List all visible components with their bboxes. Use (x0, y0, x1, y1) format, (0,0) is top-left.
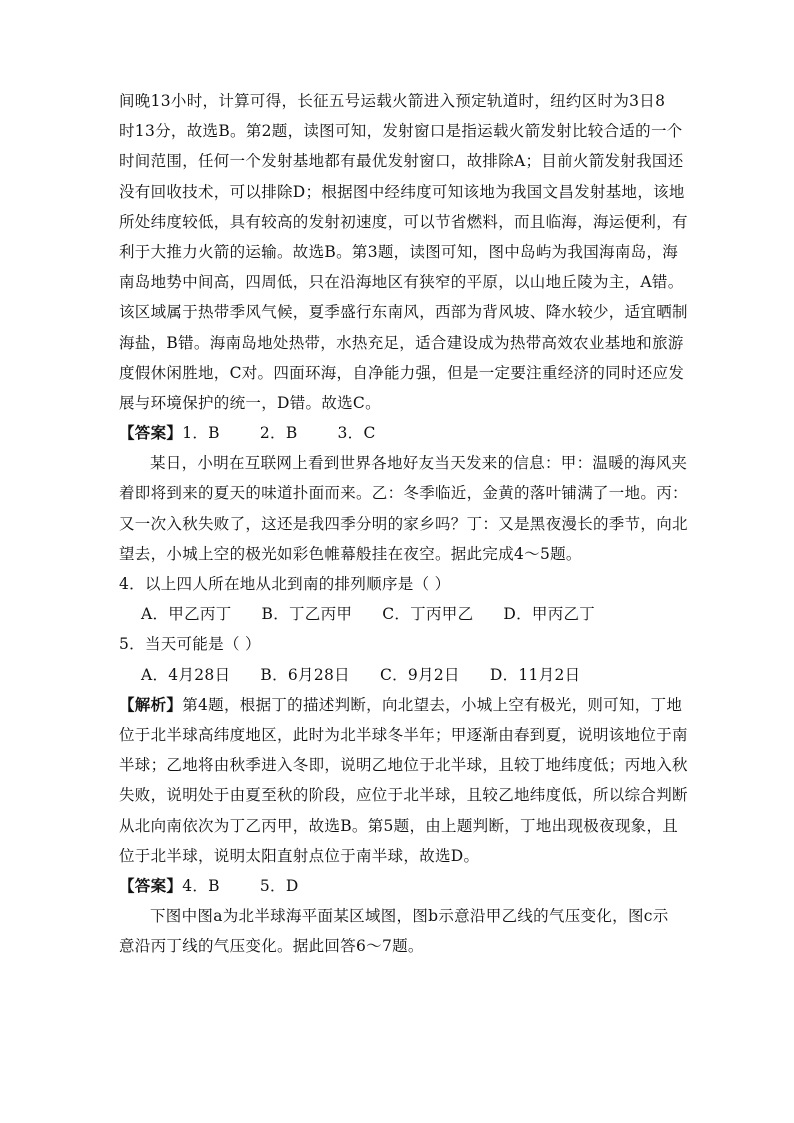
text-line: 没有回收技术，可以排除D；根据图中经纬度可知该地为我国文昌发射基地，该地 (119, 182, 685, 201)
question-stem (119, 448, 688, 569)
text-line: 南岛地势中间高，四周低，只在沿海地区有狭窄的平原，以山地丘陵为主，A错。 (119, 273, 684, 292)
option-c: C．9月2日 (379, 665, 460, 684)
question-4: 4．以上四人所在地从北到南的排列顺序是（ ） (119, 575, 451, 593)
option-b: B．6月28日 (260, 665, 350, 684)
text-line: 时13分，故选B。第2题，读图可知，发射窗口是指运载火箭发射比较合适的一个 (119, 122, 683, 141)
option-d: D．甲丙乙丁 (503, 605, 596, 624)
text-line: 意沿丙丁线的气压变化。据此回答6～7题。 (119, 937, 424, 956)
text-line: 展与环境保护的统一，D错。故选C。 (119, 393, 381, 412)
option-c: C．丁丙甲乙 (382, 605, 474, 624)
text-line: 位于北半球，说明太阳直射点位于南半球，故选D。 (119, 846, 480, 865)
text-line: 间晚13小时，计算可得，长征五号运载火箭进入预定轨道时，纽约区时为3日8 (119, 92, 666, 110)
next-intro (119, 901, 679, 961)
option-a: A．甲乙丙丁 (141, 605, 232, 624)
text-line: 度假休闲胜地，C对。四面环海，自净能力强，但是一定要注重经济的同时还应发 (119, 363, 685, 382)
answer-item: 1．B (182, 424, 220, 443)
answer-item: 3．C (337, 424, 376, 443)
text-line: 失败，说明处于由夏至秋的阶段，应位于北半球，且较乙地纬度低，所以综合判断 (119, 786, 688, 805)
analysis-continued (119, 86, 688, 418)
text-line: 半球；乙地将由秋季进入冬即，说明乙地位于北半球，且较丁地纬度低；丙地入秋 (119, 756, 688, 775)
answer-item: 4．B (182, 876, 220, 895)
document-page (119, 86, 688, 961)
text-line: 着即将到来的夏天的味道扑面而来。乙：冬季临近，金黄的落叶铺满了一地。丙： (119, 484, 688, 503)
option-a: A．4月28日 (141, 665, 231, 684)
answer-tag: 【答案】 (119, 875, 183, 895)
answer-line-2 (119, 871, 679, 901)
text-line: 所处纬度较低，具有较高的发射初速度，可以节省燃料，而且临海，海运便利，有 (119, 212, 688, 231)
answer-line-1 (119, 418, 679, 448)
answer-item: 2．B (259, 424, 298, 443)
text-line: 利于大推力火箭的运输。故选B。第3题，读图可知，图中岛屿为我国海南岛，海 (119, 242, 679, 261)
text-line: 又一次入秋失败了，这还是我四季分明的家乡吗？丁：又是黑夜漫长的季节，向北 (119, 514, 688, 533)
analysis-first-line (119, 690, 683, 720)
text-line: 海盐，B错。海南岛地处热带，水热充足，适合建设成为热带高效农业基地和旅游 (119, 333, 684, 352)
answer-item: 5．D (259, 876, 299, 895)
option-b: B．丁乙丙甲 (261, 605, 353, 624)
question-4-options (119, 599, 679, 629)
question-5: 5．当天可能是（ ） (119, 635, 261, 654)
question-5-options (119, 660, 679, 690)
text-line: 望去，小城上空的极光如彩色帷幕般挂在夜空。据此完成4～5题。 (119, 544, 582, 563)
text-line: 时间范围，任何一个发射基地都有最优发射窗口，故排除A；目前火箭发射我国还 (119, 152, 684, 171)
analysis-block (119, 690, 688, 871)
text-line: 位于北半球高纬度地区，此时为北半球冬半年；甲逐渐由春到夏，说明该地位于南 (119, 725, 688, 744)
text-line: 从北向南依次为丁乙丙甲，故选B。第5题，由上题判断，丁地出现极夜现象，且 (119, 816, 679, 835)
analysis-tag: 【解析】 (119, 694, 183, 714)
option-d: D．11月2日 (489, 665, 581, 684)
text-line: 某日，小明在互联网上看到世界各地好友当天发来的信息：甲：温暖的海风夹 (150, 454, 688, 473)
answer-tag: 【答案】 (119, 423, 183, 443)
text-line: 该区域属于热带季风气候，夏季盛行东南风，西部为背风坡、降水较少，适宜晒制 (119, 303, 688, 322)
text-segment: 第4题，根据丁的描述判断，向北望去，小城上空有极光，则可知，丁地 (182, 695, 683, 714)
text-line: 下图中图a为北半球海平面某区域图，图b示意沿甲乙线的气压变化，图c示 (150, 907, 669, 926)
